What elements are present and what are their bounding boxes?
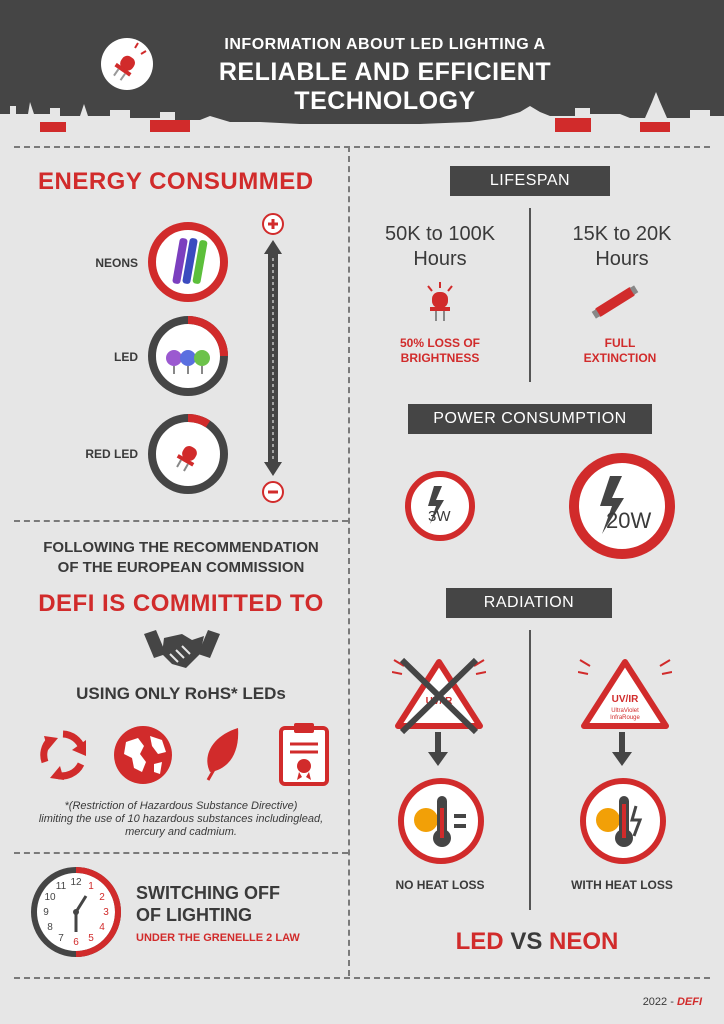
- lifespan-neon-unit: Hours: [595, 248, 649, 270]
- power-led-badge: [404, 470, 476, 542]
- lifespan-divider: [529, 208, 531, 382]
- rohs-line: USING ONLY RoHS* LEDs: [76, 684, 286, 703]
- power-neon-badge: [568, 452, 676, 560]
- lifespan-neon-value: 15K to 20K: [572, 223, 672, 245]
- led-vs-neon: [350, 928, 724, 956]
- divider-center: [348, 146, 350, 976]
- divider-left-2: [14, 852, 348, 854]
- divider-left-1: [14, 520, 348, 522]
- radiation-divider: [529, 630, 531, 910]
- uvir-label: UV/IR: [611, 694, 639, 705]
- clock-number: 1: [88, 881, 94, 892]
- clock-number: 10: [44, 892, 56, 903]
- energy-label-neons: NEONS: [95, 256, 138, 270]
- radiation-warning: [578, 656, 672, 736]
- header-banner: [0, 0, 724, 132]
- footer-brand: DEFI: [676, 996, 702, 1008]
- lifespan-led-note2: BRIGHTNESS: [400, 351, 480, 365]
- lifespan-led-note1: 50% LOSS OF: [399, 336, 481, 350]
- clock-icon: [30, 866, 122, 958]
- clock-number: 9: [43, 907, 49, 918]
- clock-number: 3: [103, 907, 109, 918]
- clock-number: 7: [58, 933, 64, 944]
- versus-vs: VS: [510, 928, 543, 955]
- clock-number: 11: [55, 881, 67, 892]
- switching-law: UNDER THE GRENELLE 2 LAW: [136, 932, 300, 944]
- commission-line1: FOLLOWING THE RECOMMENDATION: [43, 539, 319, 556]
- commission-line2: OF THE EUROPEAN COMMISSION: [57, 559, 305, 576]
- globe-icon: [112, 724, 174, 786]
- clock-number: 4: [99, 922, 105, 933]
- thermometer-heat-badge: [578, 776, 668, 866]
- header-title-line2: RELIABLE AND EFFICIENT: [218, 58, 552, 86]
- rohs-note-3: mercury and cadmium.: [125, 826, 237, 838]
- footer-year: 2022 -: [642, 996, 677, 1008]
- clock-number: 8: [47, 922, 53, 933]
- radiation-title: RADIATION: [446, 588, 612, 618]
- rohs-note-2: limiting the use of 10 hazardous substances includinglead,: [38, 813, 324, 825]
- ir-label: InfraRouge: [610, 715, 640, 721]
- versus-neon: NEON: [549, 928, 619, 955]
- with-heat-loss-label: WITH HEAT LOSS: [571, 878, 673, 892]
- neons-gauge: [146, 220, 230, 304]
- clock-number: 12: [70, 877, 82, 888]
- red-led-gauge: [146, 412, 230, 496]
- energy-title: ENERGY CONSUMMED: [38, 168, 314, 195]
- divider-bottom: [14, 977, 710, 979]
- thermometer-no-heat-badge: [396, 776, 486, 866]
- clock-number: 6: [73, 937, 79, 948]
- radiation-warning-crossed: [392, 656, 486, 736]
- lifespan-led-unit: Hours: [413, 248, 467, 270]
- no-heat-loss-label: NO HEAT LOSS: [395, 878, 485, 892]
- lifespan-neon-note1: FULL: [604, 336, 636, 350]
- versus-led: LED: [455, 928, 504, 955]
- power-title: POWER CONSUMPTION: [408, 404, 652, 434]
- lifespan-title: LIFESPAN: [450, 166, 610, 196]
- energy-label-led: LED: [114, 350, 138, 364]
- arrow-down-icon: [612, 732, 632, 766]
- power-neon-value: 20W: [606, 508, 652, 533]
- header-led-logo: [101, 38, 153, 90]
- handshake-icon: [142, 624, 222, 674]
- leaf-icon: [202, 726, 242, 782]
- clock-number: 2: [99, 892, 105, 903]
- power-led-value: 3W: [428, 508, 451, 525]
- uv-label: UltraViolet: [611, 708, 639, 714]
- header-title-line1: INFORMATION ABOUT LED LIGHTING A: [224, 36, 546, 53]
- red-led-icon: [101, 38, 153, 90]
- led-bulb-icon: [422, 280, 458, 324]
- recycle-icon: [36, 728, 90, 782]
- divider-top: [14, 146, 710, 148]
- neon-tube-icon: [590, 284, 640, 320]
- footer: [643, 996, 702, 1008]
- switching-line2: OF LIGHTING: [136, 905, 252, 925]
- sun-icon: [414, 808, 438, 832]
- header-title-line3: TECHNOLOGY: [294, 87, 476, 115]
- arrow-down-icon: [428, 732, 448, 766]
- led-gauge: [146, 314, 230, 398]
- switching-line1: SWITCHING OFF: [136, 883, 280, 903]
- rohs-note-1: *(Restriction of Hazardous Substance Directive): [64, 800, 298, 812]
- lifespan-neon-note2: EXTINCTION: [583, 351, 657, 365]
- uvir-label-crossed: UV/IR: [425, 696, 453, 707]
- lifespan-led-value: 50K to 100K: [384, 223, 496, 245]
- energy-label-red-led: RED LED: [85, 447, 138, 461]
- committed-title: DEFI IS COMMITTED TO: [38, 590, 324, 617]
- certificate-clipboard-icon: [278, 720, 330, 786]
- sun-icon: [596, 808, 620, 832]
- energy-scale: [258, 212, 288, 504]
- clock-number: 5: [88, 933, 94, 944]
